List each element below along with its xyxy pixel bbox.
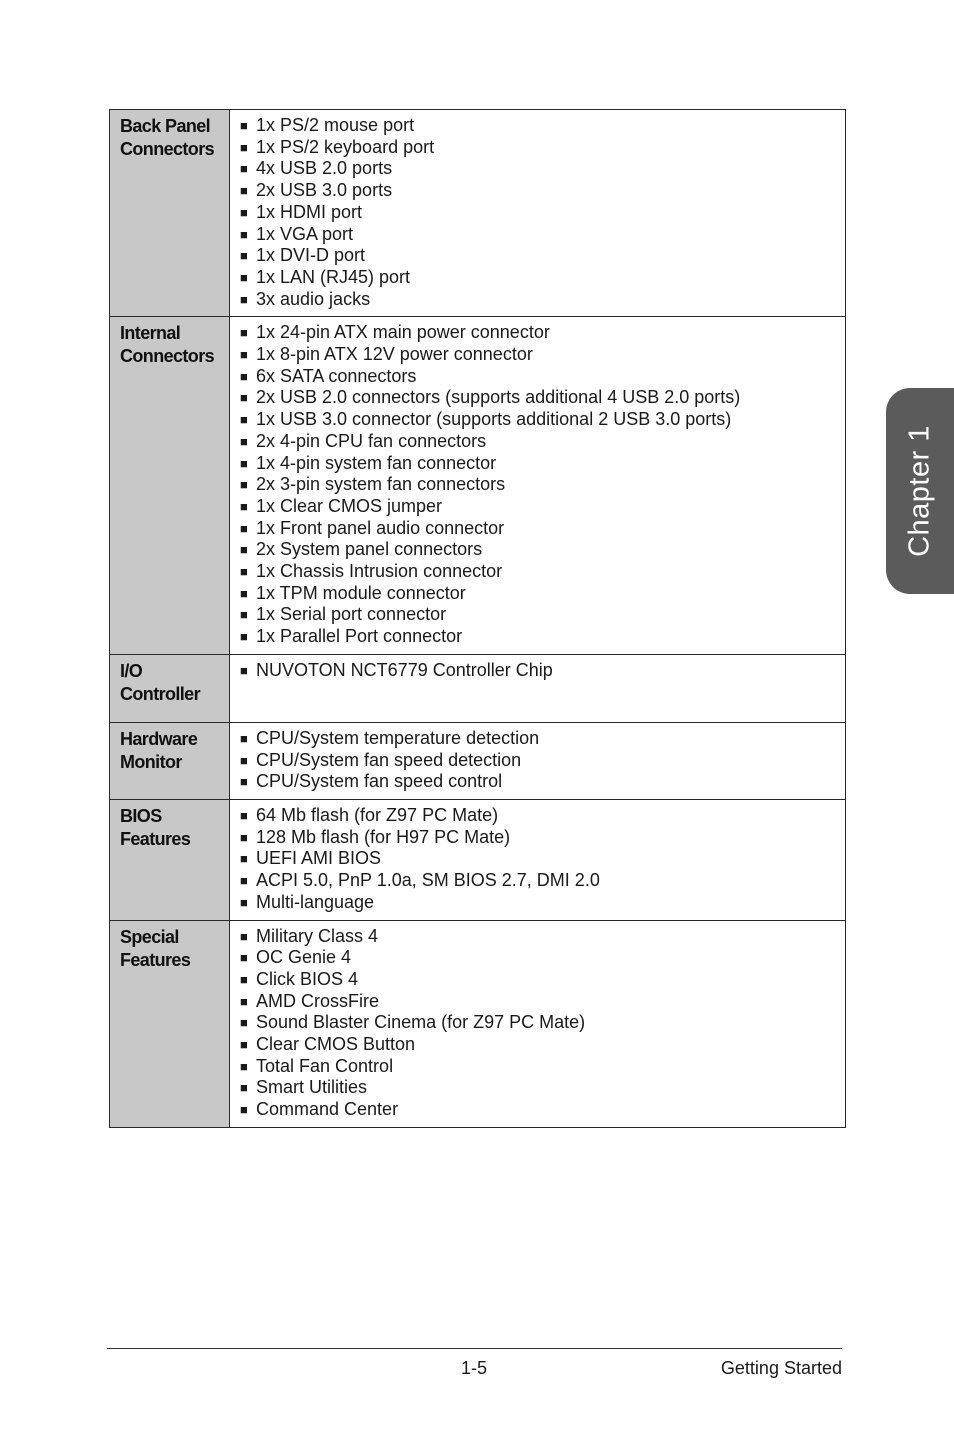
spec-items-list <box>240 115 845 310</box>
square-bullet-icon: ■ <box>240 1037 248 1053</box>
square-bullet-icon: ■ <box>240 971 248 987</box>
square-bullet-icon: ■ <box>240 498 248 514</box>
square-bullet-icon: ■ <box>240 542 248 558</box>
list-item: ■ Military Class 4 <box>240 925 379 946</box>
chapter-tab <box>886 388 954 594</box>
square-bullet-icon: ■ <box>240 139 248 155</box>
square-bullet-icon: ■ <box>240 161 248 177</box>
list-item: ■ 1x Clear CMOS jumper <box>240 495 443 516</box>
square-bullet-icon: ■ <box>240 993 248 1009</box>
square-bullet-icon: ■ <box>240 851 248 867</box>
spec-row-back-panel-connectors <box>110 110 846 317</box>
list-item: ■ 64 Mb flash (for Z97 PC Mate) <box>240 804 499 825</box>
page-number: 1-5 <box>461 1358 488 1378</box>
spec-items-cell <box>230 317 846 655</box>
spec-label: Back Panel Connectors <box>120 116 215 159</box>
list-item: ■ AMD CrossFire <box>240 990 380 1011</box>
square-bullet-icon: ■ <box>240 433 248 449</box>
square-bullet-icon: ■ <box>240 950 248 966</box>
list-item: ■ 1x VGA port <box>240 223 354 244</box>
spec-items-cell <box>230 920 846 1127</box>
footer-section-title: Getting Started <box>720 1358 842 1378</box>
spec-label-cell <box>110 799 230 920</box>
spec-row-hardware-monitor <box>110 722 846 799</box>
list-item: ■ 2x USB 2.0 connectors (supports additional 4 USB 2.0 ports) <box>240 387 741 408</box>
square-bullet-icon: ■ <box>240 455 248 471</box>
list-item: ■ 2x 3-pin system fan connectors <box>240 474 506 495</box>
square-bullet-icon: ■ <box>240 204 248 220</box>
list-item: ■ 3x audio jacks <box>240 288 371 309</box>
list-item: ■ NUVOTON NCT6779 Controller Chip <box>240 659 553 680</box>
list-item: ■ Smart Utilities <box>240 1077 368 1098</box>
square-bullet-icon: ■ <box>240 248 248 264</box>
spec-label-cell <box>110 654 230 722</box>
list-item: ■ 2x USB 3.0 ports <box>240 180 393 201</box>
spec-label-cell <box>110 110 230 317</box>
spec-items-list <box>240 926 845 1121</box>
square-bullet-icon: ■ <box>240 118 248 133</box>
square-bullet-icon: ■ <box>240 291 248 307</box>
square-bullet-icon: ■ <box>240 752 248 768</box>
list-item: ■ CPU/System fan speed detection <box>240 749 522 770</box>
list-item: ■ 1x PS/2 keyboard port <box>240 136 435 157</box>
list-item: ■ 1x 24-pin ATX main power connector <box>240 322 550 343</box>
list-item: ■ 1x DVI-D port <box>240 245 366 266</box>
list-item: ■ Total Fan Control <box>240 1055 394 1076</box>
square-bullet-icon: ■ <box>240 662 248 678</box>
square-bullet-icon: ■ <box>240 829 248 845</box>
square-bullet-icon: ■ <box>240 607 248 623</box>
spec-label: Special Features <box>120 926 191 970</box>
list-item: ■ 1x Chassis Intrusion connector <box>240 561 503 582</box>
spec-row-bios-features <box>110 799 846 920</box>
list-item: ■ Sound Blaster Cinema (for Z97 PC Mate) <box>240 1012 586 1033</box>
list-item: ■ 6x SATA connectors <box>240 365 417 386</box>
square-bullet-icon: ■ <box>240 1080 248 1096</box>
square-bullet-icon: ■ <box>240 629 248 645</box>
spec-label-cell <box>110 317 230 655</box>
list-item: ■ 1x Front panel audio connector <box>240 517 505 538</box>
list-item: ■ 1x LAN (RJ45) port <box>240 266 411 287</box>
square-bullet-icon: ■ <box>240 730 248 746</box>
list-item: ■ 1x Parallel Port connector <box>240 626 463 647</box>
list-item: ■ Click BIOS 4 <box>240 968 359 989</box>
list-item: ■ 1x 4-pin system fan connector <box>240 452 497 473</box>
list-item: ■ Command Center <box>240 1099 399 1120</box>
square-bullet-icon: ■ <box>240 928 248 944</box>
spec-row-special-features <box>110 920 846 1127</box>
spec-items-cell <box>230 799 846 920</box>
spec-items-cell <box>230 722 846 799</box>
list-item: ■ ACPI 5.0, PnP 1.0a, SM BIOS 2.7, DMI 2.0 <box>240 870 600 891</box>
list-item: ■ 1x USB 3.0 connector (supports additional 2 USB 3.0 ports) <box>240 409 732 430</box>
spec-items-list <box>240 322 845 648</box>
square-bullet-icon: ■ <box>240 1102 248 1118</box>
list-item: ■ 1x 8-pin ATX 12V power connector <box>240 344 533 365</box>
square-bullet-icon: ■ <box>240 585 248 601</box>
spec-row-io-controller <box>110 654 846 722</box>
square-bullet-icon: ■ <box>240 325 248 341</box>
square-bullet-icon: ■ <box>240 520 248 536</box>
list-item: ■ Clear CMOS Button <box>240 1034 416 1055</box>
square-bullet-icon: ■ <box>240 774 248 790</box>
list-item: ■ 4x USB 2.0 ports <box>240 158 393 179</box>
square-bullet-icon: ■ <box>240 807 248 823</box>
square-bullet-icon: ■ <box>240 347 248 363</box>
square-bullet-icon: ■ <box>240 873 248 889</box>
spec-items-list <box>240 660 845 682</box>
square-bullet-icon: ■ <box>240 1015 248 1031</box>
spec-items-cell <box>230 654 846 722</box>
list-item: ■ 1x Serial port connector <box>240 604 447 625</box>
spec-label-cell <box>110 722 230 799</box>
list-item: ■ 2x System panel connectors <box>240 539 483 560</box>
list-item: ■ 128 Mb flash (for H97 PC Mate) <box>240 826 511 847</box>
list-item: ■ UEFI AMI BIOS <box>240 848 382 869</box>
spec-items-list <box>240 728 845 793</box>
spec-label-cell <box>110 920 230 1127</box>
list-item: ■ 2x 4-pin CPU fan connectors <box>240 430 487 451</box>
square-bullet-icon: ■ <box>240 412 248 428</box>
square-bullet-icon: ■ <box>240 226 248 242</box>
square-bullet-icon: ■ <box>240 564 248 580</box>
square-bullet-icon: ■ <box>240 1058 248 1074</box>
spec-label: BIOS Features <box>120 805 191 849</box>
list-item: ■ 1x HDMI port <box>240 201 363 222</box>
list-item: ■ CPU/System temperature detection <box>240 727 540 748</box>
list-item: ■ Multi-language <box>240 891 375 912</box>
spec-items-cell <box>230 110 846 317</box>
square-bullet-icon: ■ <box>240 269 248 285</box>
spec-label: Internal Connectors <box>120 323 215 367</box>
spec-label: Hardware Monitor <box>120 728 198 772</box>
square-bullet-icon: ■ <box>240 390 248 406</box>
spec-row-internal-connectors <box>110 317 846 655</box>
list-item: ■ OC Genie 4 <box>240 947 352 968</box>
square-bullet-icon: ■ <box>240 894 248 910</box>
spec-label: I/O Controller <box>120 660 201 704</box>
list-item: ■ 1x TPM module connector <box>240 582 466 603</box>
specifications-table <box>109 109 846 1128</box>
square-bullet-icon: ■ <box>240 183 248 199</box>
chapter-tab-label: Chapter 1 <box>903 425 936 557</box>
spec-items-list <box>240 805 845 914</box>
square-bullet-icon: ■ <box>240 368 248 384</box>
list-item: ■ CPU/System fan speed control <box>240 771 503 792</box>
list-item: ■ 1x PS/2 mouse port <box>240 115 415 135</box>
footer-divider <box>107 1348 842 1349</box>
square-bullet-icon: ■ <box>240 477 248 493</box>
